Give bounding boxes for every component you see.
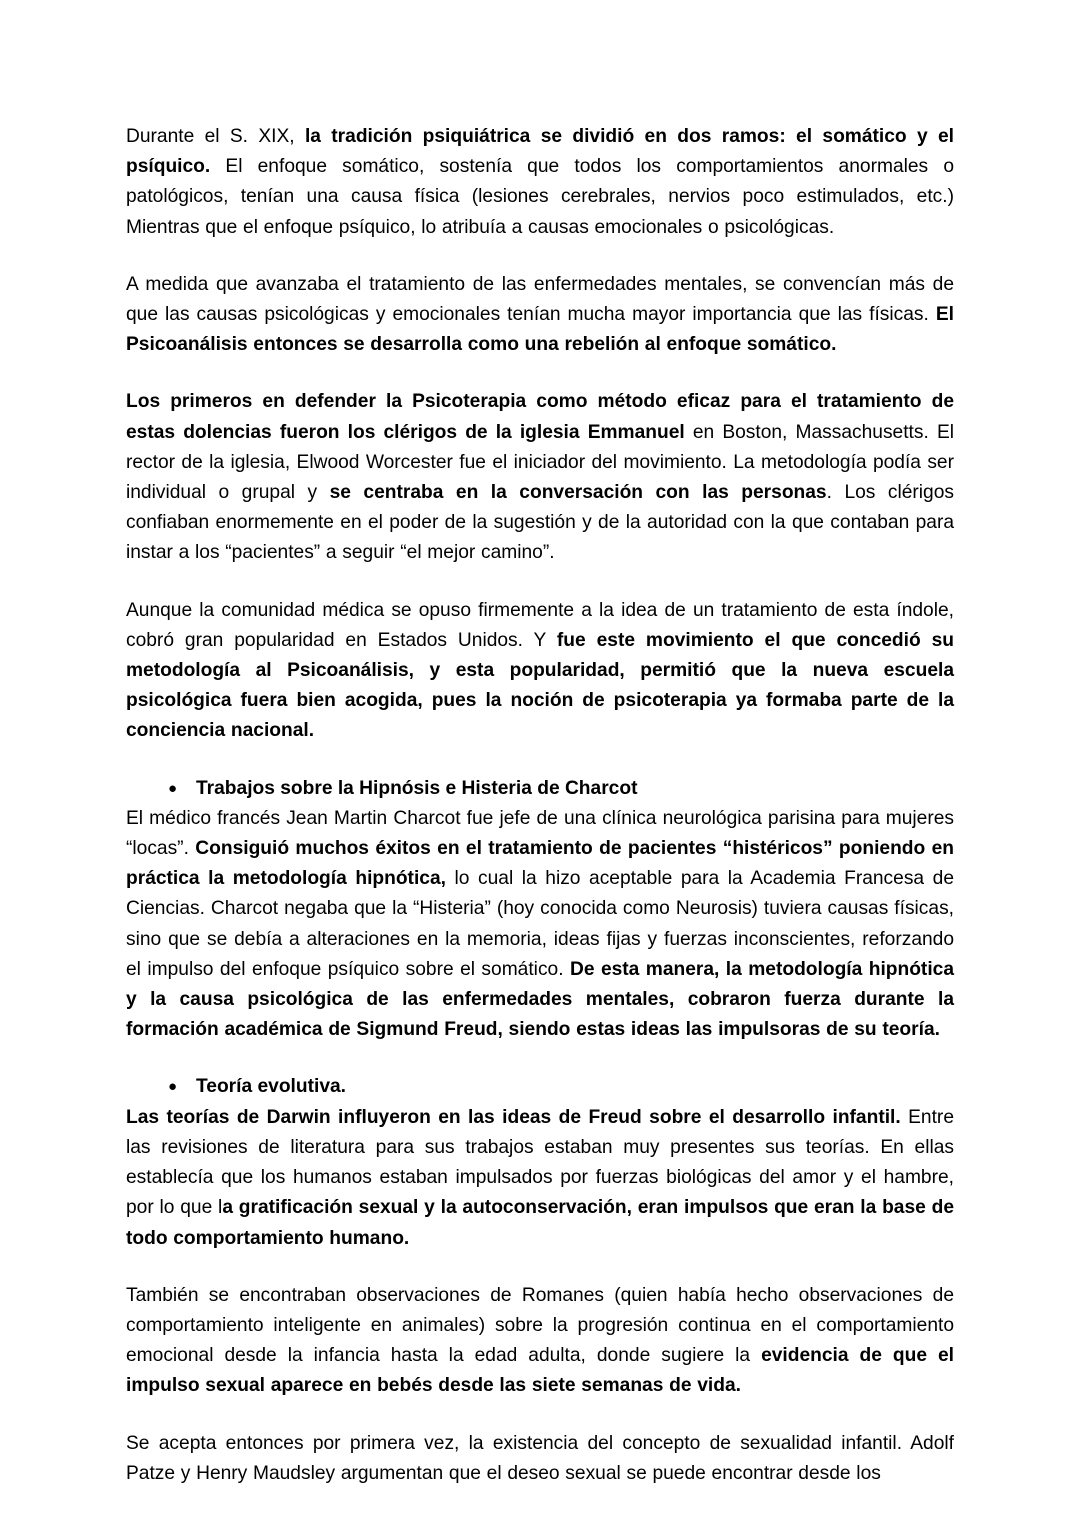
text-run-bold: Los primeros en defender la Psicoterapia como método eficaz para el tratamiento de estas dolencias fueron los clérigos de la iglesia Emmanuel: [126, 391, 954, 443]
text-run-bold: Consiguió muchos éxitos en el tratamiento de pacientes “histéricos” poniendo en práctica la metodología hipnótica,: [126, 838, 954, 890]
text-run: lo cual la hizo aceptable para la Academia Francesa de Ciencias. Charcot negaba que la “Histeria” (hoy conocida como Neurosis) tuviera causas físicas, sino que se debía a alteraciones en la memoria, ideas fijas y fuerzas inconscientes, reforzando el impulso del enfoque psíquico sobre el somático.: [126, 868, 954, 980]
text-run: También se encontraban observaciones de Romanes (quien había hecho observaciones de comportamiento inteligente en animales) sobre la progresión continua en el comportamiento emocional desde la infancia hasta la edad adulta, donde sugiere la: [126, 1284, 954, 1367]
list-item-label: Teoría evolutiva.: [196, 1076, 346, 1098]
text-run: Aunque la comunidad médica se opuso firmemente a la idea de un tratamiento de esta índole, cobró gran popularidad en Estados Unidos. Y: [126, 599, 954, 651]
text-run-bold: Las teorías de Darwin influyeron en las ideas de Freud sobre el desarrollo infantil.: [126, 1106, 901, 1128]
text-run: El enfoque somático, sostenía que todos los comportamientos anormales o patológicos, tenían una causa física (lesiones cerebrales, nervios poco estimulados, etc.) Mientras que el enfoque psíquico, lo atribuía a causas emocionales o psicológicas.: [126, 156, 954, 238]
text-run-bold: fue este movimiento el que concedió su metodología al Psicoanálisis, y esta popularidad, permitió que la nueva escuela psicológica fuera bien acogida, pues la noción de psicoterapia ya formaba parte de la conciencia nacional.: [126, 629, 954, 742]
paragraph-emmanuel-church: [126, 387, 954, 568]
text-run: en Boston, Massachusetts. El rector de la iglesia, Elwood Worcester fue el iniciador del movimiento. La metodología podía ser individual o grupal y: [126, 421, 955, 504]
text-run-bold: De esta manera, la metodología hipnótica y la causa psicológica de las enfermedades mentales, cobraron fuerza durante la formación académica de Sigmund Freud, siendo estas ideas las impulsoras de su teoría.: [126, 958, 954, 1041]
list-item-label: Trabajos sobre la Hipnósis e Histeria de Charcot: [196, 777, 638, 799]
paragraph-psychoanalysis-rebellion: [126, 270, 954, 361]
paragraph-infant-sexuality: [126, 1429, 954, 1489]
text-run: Durante el S. XIX,: [126, 126, 305, 147]
text-run-bold: a gratificación sexual y la autoconservación, eran impulsos que eran la base de todo comportamiento humano.: [126, 1197, 954, 1249]
paragraph-medical-community: [126, 596, 954, 747]
text-run: Entre las revisiones de literatura para sus trabajos estaban muy presentes sus teorías. En ellas establecía que los humanos estaban impulsados por fuerzas biológicas del amor y el hambre, por lo que l: [126, 1106, 954, 1219]
text-run-bold: evidencia de que el impulso sexual aparece en bebés desde las siete semanas de vida.: [126, 1345, 955, 1397]
paragraph-romanes: [126, 1281, 954, 1402]
text-run: A medida que avanzaba el tratamiento de las enfermedades mentales, se convencían más de que las causas psicológicas y emocionales tenían mucha mayor importancia que las físicas.: [126, 273, 954, 326]
bullet-disc-icon: ●: [168, 779, 178, 797]
bullet-list-evolutionary-theory: [126, 1072, 954, 1102]
text-run: . Los clérigos confiaban enormemente en el poder de la sugestión y de la autoridad con la que contaban para instar a los “pacientes” a seguir “el mejor camino”.: [126, 482, 954, 564]
text-run-bold: la tradición psiquiátrica se dividió en dos ramos: el somático y el psíquico.: [126, 126, 954, 178]
bullet-list-charcot: [126, 774, 954, 804]
document-body: [126, 122, 954, 1489]
bullet-disc-icon: ●: [168, 1078, 178, 1096]
text-run: El médico francés Jean Martin Charcot fue jefe de una clínica neurológica parisina para mujeres “locas”.: [126, 807, 954, 860]
paragraph-darwin-theories: [126, 1103, 954, 1254]
text-run-bold: El Psicoanálisis entonces se desarrolla como una rebelión al enfoque somático.: [126, 304, 954, 356]
text-run-bold: se centraba en la conversación con las personas: [329, 482, 827, 504]
text-run: Se acepta entonces por primera vez, la existencia del concepto de sexualidad infantil. Adolf Patze y Henry Maudsley argumentan que el deseo sexual se puede encontrar desde los: [126, 1432, 954, 1484]
list-item: [126, 774, 954, 804]
paragraph-psychiatric-tradition: [126, 122, 954, 243]
paragraph-charcot: [126, 804, 954, 1046]
list-item: [126, 1072, 954, 1102]
